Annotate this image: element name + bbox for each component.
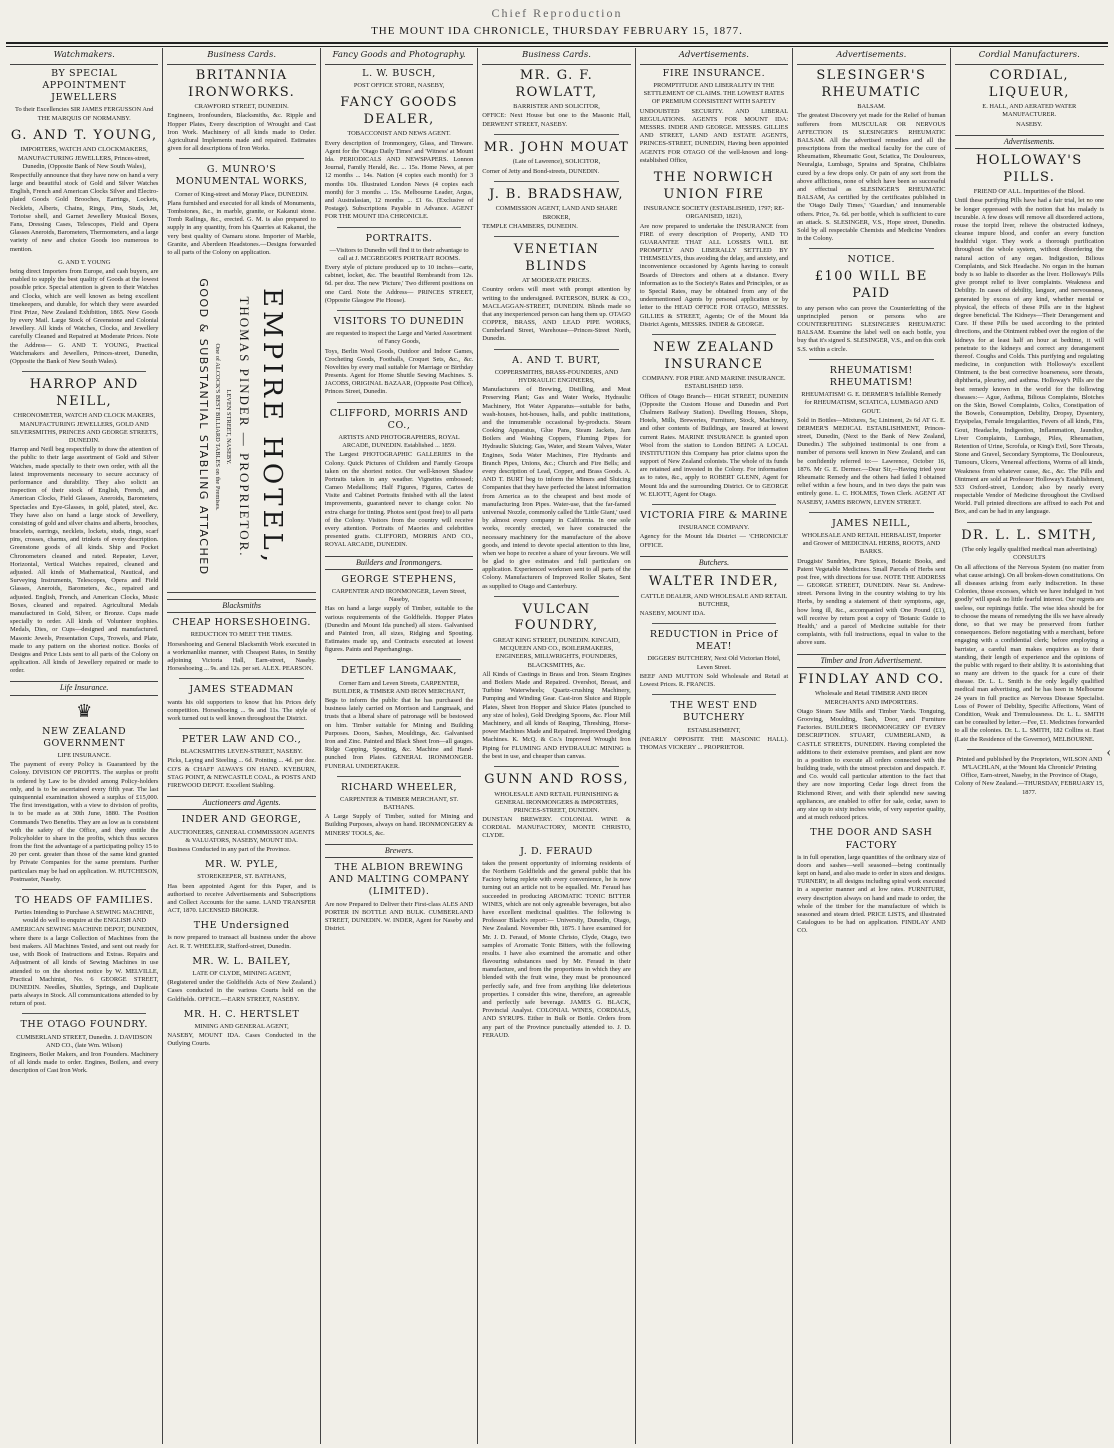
advertisement: [325, 408, 473, 550]
ad-subtitle: COMPANY. FOR FIRE AND MARINE INSURANCE. ESTABLISHED 1859.: [642, 375, 786, 391]
separator: [22, 889, 146, 890]
section-header: Auctioneers and Agents.: [167, 796, 315, 810]
advertisement: [167, 617, 315, 673]
column-1: [6, 48, 163, 1444]
ad-body: Every style of picture produced up to 10 inches—carte, cabinet, locket, &c. The beautiful Rembrandt from 12s. 6d. per doz. The new 'Picture,' Two different positions on one Card. Note the Address— PRINCES STREET, (Opposite Glasgow Pie House).: [324, 264, 474, 304]
advertisement: [797, 827, 945, 935]
ad-title: THE OTAGO FOUNDRY.: [20, 1019, 148, 1031]
ad-title: VENETIAN BLINDS: [513, 241, 600, 274]
ad-subtitle: STOREKEEPER, ST. BATHANS,: [197, 873, 286, 881]
ad-subtitle: AT MODERATE PRICES.: [522, 277, 591, 285]
ad-body: NASEBY, MOUNT IDA.: [639, 609, 706, 617]
ad-subtitle: CATTLE DEALER, AND WHOLESALE AND RETAIL BUTCHER,: [640, 592, 788, 608]
advertisement: [10, 128, 158, 254]
ad-subtitle: REDUCTION TO MEET THE TIMES.: [190, 631, 293, 639]
ad-title: G. MUNRO'S MONUMENTAL WORKS,: [175, 164, 308, 188]
separator: [22, 1013, 146, 1014]
ad-body: The greatest Discovery yet made for the Relief of human sufferers from MUSCULAR OR NERVOUS AFFECTION IS SLESINGER'S RHEUMATIC BALSAM. All the advertised remedies and all the prescriptions from the medical faculty for the cure of Rheumatism, Rheumatic Gout, Sciatica, Tic Douloureux, Neuralgia, Lumbago, Sprains and Spraina, Chilblains cured by a few drops only. Or pain of any sort from the above afflictions, none of which have been so successful and effectual as SLESINGER'S RHEUMATIC BALSAM, As certified by the certificates published in the 'Otago Daily Times,' 'Guardian,' and innumerable others. Price, 7s. 6d. per bottle, which is sufficient to cure an attack. S. SLESINGER, V.S., Hope street, Dunedin. Sold by all respectable Chemists and Medicine Vendors in the Colony.: [797, 112, 946, 243]
ad-subtitle: are requested to inspect the Large and Varied Assortment of Fancy Goods,: [326, 330, 472, 346]
separator: [494, 134, 618, 135]
ad-subtitle: E. HALL, AND AERATED WATER MANUFACTURER.: [982, 103, 1077, 119]
ad-title: VICTORIA FIRE & MARINE: [640, 510, 788, 522]
ad-subtitle: Parties Intending to Purchase A SEWING MACHINE, would do well to enquire at the ENGLISH AND AMERICAN SEWING MACHINE DEPOT, DUNEDIN,: [10, 909, 158, 933]
column-4: [478, 48, 635, 1444]
separator: [337, 659, 461, 660]
ad-title: TO HEADS OF FAMILIES.: [14, 895, 154, 907]
ad-subtitle: FRIEND OF ALL. Impurities of the Blood.: [973, 188, 1085, 196]
ad-title: HARROP AND NEILL,: [29, 377, 139, 409]
separator: [809, 359, 933, 360]
separator: [179, 728, 303, 729]
ad-body: Has been appointed Agent for this Paper, and is authorised to receive Advertisements and Subscriptions and Collect Accounts for the same. LAND TRANSFER ACT, 1870. LICENSED BROKER.: [167, 882, 316, 915]
advertisement: [167, 1009, 315, 1049]
ad-subtitle: COPPERSMITHS, BRASS-FOUNDERS, AND HYDRAULIC ENGINEERS,: [494, 368, 619, 384]
ad-subtitle: Corner Earn and Leven Streets, CARPENTER, BUILDER, & TIMBER AND IRON MERCHANT,: [332, 679, 466, 695]
ad-subtitle: BALSAM.: [857, 103, 886, 111]
advertisement: [482, 355, 630, 591]
ad-body: OFFICE: Next House but one to the Masonic Hall, DERWENT STREET, NASEBY.: [482, 112, 631, 128]
column-header: Advertisements.: [797, 48, 945, 65]
ad-title: FINDLAY AND CO.: [798, 671, 945, 687]
advertisement: [325, 862, 473, 933]
ad-body: wants his old supporters to know that his Prices defy competition. Horseshoeing ... 9s and 11s. The style of work turned out is well known throughout the District.: [167, 698, 316, 722]
column-7: [951, 48, 1108, 1444]
ad-subtitle: CRAWFORD STREET, DUNEDIN.: [194, 103, 289, 111]
ad-title: G. AND T. YOUNG,: [10, 127, 158, 143]
ad-body: Manufacturers of Brewing, Distilling, and Meat Preserving Plant; Gas and Water Works, Hydraulic Machinery, Hot Water Apparatus—suitable for baths, wash-houses, hot-houses, halls, and public institutions, and the innumerable occasional by-products. Steam Cooking Apparatus, Glue Pans, Steam Jackets, Jam Boilers and Washing Coppers, Fluming Pipes for Hydraulic Sluicing; Gas, Water, and Steam Valves, Water Engines, Soda Water Machines, Fire Hydrants and Branch Pipes, Unions, &c.; Church and Fire Bells; and every description of Lead, Copper, and Brass Goods. A. AND T. BURT beg to inform the Miners and Sluicing Companies that they have perfected the latest information from America as to the cheapest and best mode of manufacturing Iron Pipes. Water-use, that the far-famed universal Nozzle, commonly called the 'Little Giant,' used by almost every company in California. In one sole works, recently erected, we have constructed the necessary machinery for the manufacture of the above goods, and intend to devote special attention to this line, when we hope to receive a share of your favours. We will be glad to give estimates and full particulars on application. Experienced workmen sent to all parts of the Colony. Manufacturers of Improved Roller Skates, Sent as supplied to Otago and Canterbury.: [482, 386, 631, 590]
ad-title: FANCY GOODS DEALER,: [340, 95, 458, 127]
ad-body: The payment of every Policy is Guaranteed by the Colony. DIVISION OF PROFITS. The surplus or profit is ordered by Law to be divided among Policy-holders only, and is to be ascertained every fifth year. The last quinquennial examination showed a surplus of £15,000. The first investigation, with a view to division of profits, is to be made as at 30th June, 1880. The Position Commands Two Benefits. They are as low as is consistent with the safety of the Office, and they entitle the Policyholder to share in the profits, which thus secures from the first the advantage of a participating policy 15 to 20 per cent. greater than those of the same kind granted by Private Companies for the same premium. Further particulars may be had on application. W. HUTCHESON, Postmaster, Naseby.: [10, 761, 159, 883]
ad-title: J. D. FERAUD: [520, 845, 593, 857]
ad-subtitle: To their Excellencies SIR JAMES FERGUSSON And THE MARQUIS OF NORMANBY.: [15, 106, 154, 122]
separator: [22, 371, 146, 372]
ad-subtitle: WHOLESALE AND RETAIL HERBALIST, Importer and Grower of MEDICINAL HERBS, ROOTS, AND BARKS.: [801, 531, 942, 556]
ad-subtitle: AUCTIONEERS, GENERAL COMMISSION AGENTS & VALUATORS, NASEBY, MOUNT IDA.: [168, 828, 315, 844]
separator: [494, 181, 618, 182]
ad-title: BY SPECIAL APPOINTMENT JEWELLERS: [42, 67, 127, 104]
ad-body: On all affections of the Nervous System (no matter from what cause arising). On all broken-down constitutions. On all diseases arising from early indiscretion. In these Colonies, those excesses, which we have indulged in 'not goodly' will speak no little fearful interest. Our regrets are useless, our repinings futile. The wise idea should be for to choose the means of remedying the ills we have already done, so that we may be preserved from further consequences. Before negotiating with a merchant, before engaging with a confidential clerk; before employing a barrister, a careful man makes enquiries as to their standing, their length of experience and the opinions of the public with regard to their ability. It is astonishing that so many are driven to the quack for a cure of their disease. Dr. L. L. Smith is the only legally qualified medical man advertising, and he has been in Melbourne 24 years in full practice as Nervous Disease Specialist. Loss of Power of Debility, Specific Affections, Want of Condition, Weak and Tremulousness. Dr. L. L. SMITH can be consulted by letter.—Fee, £1. Medicines forwarded to all the colonies. Dr. L. L. SMITH, 182 Collins st. East (Late the Residence of the Governor), MELBOURNE.: [954, 563, 1104, 743]
advertisement: [482, 602, 630, 761]
ad-body: Begs to inform the public that he has purchased the business lately carried on Morrison and Langmaak, and trusts that a liberal share of patronage will be bestowed on him. Timber suitable for Mining and Building Purposes. Doors, Sashes, Mouldings, &c. Galvanised Iron and Zinc. Painted and Black Sheet Iron—all gauges. Ridge Capping, Spouting, &c. Machine and Hand-punched Iron Plates. GENERAL IRONMONGER. FUNERAL UNDERTAKER.: [324, 697, 474, 770]
newspaper-columns: [6, 48, 1108, 1444]
section-header: Brewers.: [325, 844, 473, 858]
advertisement: [10, 895, 158, 1008]
ad-subtitle: LIFE INSURANCE.: [57, 752, 111, 760]
ad-title: REDUCTION in Price of MEAT!: [649, 629, 778, 653]
advertisement: [10, 1019, 158, 1075]
ad-body: Harrop and Neill beg respectfully to draw the attention of the public to their large assortment of Gold and Silver Watches, made specially to their own order, with all the latest improvements necessary to secure accuracy of performance and durability. They also solicit an inspection of their stock of English, French, and American Clocks, Field Glasses, Aneroids, Barometers, Spectacles and Eye-Glasses, in gold, plated, steel, &c. They have also on hand a large stock of Jewellery, consisting of gold and silver chains and alberts, brooches, bracelets, earrings, necklets, lockets, studs, rings, scarf pins, crosses, charms, and trinkets of every description. Greenstone goods of all kinds. Ship and Pocket Chronometers cleaned and rated. Repeater, Lever, Horizontal, Vertical Watches repaired, cleaned and adjusted. All kinds of Mathematical, Nautical, and Surveying Instruments, Telescopes, Opera and Field Glasses, Aneroids, Barometers, &c., repaired and adjusted. English, French, and American Clocks, Music Boxes, cleaned and repaired. Agricultural Medals manufactured in Gold, Silver, or Bronze. Cups made specially to order. All kinds of Volunteer trophies. Medals, Dies, or Cups—designed and manufactured. Masonic Jewels, Presentation Cups, Trowels, and Plate, made to any pattern on the shortest notice. Books of Designs and Price Lists sent to all parts of the Colony on application. All kinds of Jewellery repaired or made to order.: [10, 446, 159, 675]
advertisement: [167, 734, 315, 790]
ad-body: TEMPLE CHAMBERS, DUNEDIN.: [482, 222, 578, 230]
section-header: Advertisements.: [955, 135, 1104, 149]
ad-subtitle: (The only legally qualified medical man advertising) CONSULTS: [961, 546, 1097, 562]
ad-subtitle: INSURANCE COMPANY.: [678, 524, 750, 532]
ad-subtitle: GREAT KING STREET, DUNEDIN. KINCAID, MCQUEEN AND CO., BOILERMAKERS, ENGINEERS, MILLWRIGHTS, FOUNDERS, BLACKSMITHS, &c.: [493, 637, 620, 669]
advertisement: [167, 956, 315, 1004]
column-header: Business Cards.: [167, 48, 315, 65]
column-header: Fancy Goods and Photography.: [325, 48, 473, 65]
imprint-footer: Printed and published by the Proprietors, WILSON AND M'LACHLAN, at the 'Mount Ida Chronicle' Printing Office, Earn-street, Naseby, in the Province of Otago, Colony of New Zealand.—THURSDAY, FEBRUARY 15, 1877.: [954, 755, 1104, 796]
ad-title: NEW ZEALAND GOVERNMENT: [42, 725, 127, 749]
ad-title: RICHARD WHEELER,: [341, 781, 458, 793]
ad-subtitle: BLACKSMITHS LEVEN-STREET, NASEBY.: [180, 748, 303, 756]
ad-title: INDER AND GEORGE,: [181, 814, 302, 826]
ad-body: is in full operation, large quantities of the ordinary size of doors and sashes—well seasoned—being continually kept on hand, and also made to order in sizes and designs. TURNERY, in all designs including spiral work executed in a superior manner and at low rates. FURNITURE, every description always on hand and made to order, the whole of the timber for the manufacture of which is seasoned and steam dried. PRICE LISTS, and illustrated Catalogues to be had on application. FINDLAY AND CO.: [797, 853, 946, 935]
ad-body: where there is a large Collection of Machines from the best makers. All Machines Tested, and sent out ready for use, with Book of Instructions and Extras. Repairs and Adjustment of all kinds of Sewing Machines in use attended to on the shortest notice by W. MELVILLE, Practical Machinist, No. 6 GEORGE STREET, DUNEDIN. Needles, Shuttles, Springs, and Duplicate parts always in Stock. All communications attended to by return of post.: [10, 934, 159, 1008]
hotel-stabling: GOOD & SUBSTANTIAL STABLING ATTACHED: [196, 278, 210, 576]
separator: [652, 623, 776, 624]
ad-title: BRITANNIA IRONWORKS.: [188, 67, 296, 100]
masthead-top: Chief Reproduction: [491, 6, 623, 20]
separator: [337, 776, 461, 777]
advertisement: [325, 95, 473, 221]
ad-body: Offices of Otago Branch— HIGH STREET, DUNEDIN (Opposite the Custom House and Dunedin and Port Chalmers Railway Station). Dwelling Houses, Shops, Hotels, Mills, Breweries, Furniture, Stock, Machinery, and other contents of Buildings, are Insured at lowest current Rates. MARINE INSURANCE Is granted upon Wool from the station to London BEING A LOCAL INSTITUTION this Company has prior claims upon the support of New Zealand colonists. The whole of its funds are retained and invested in the Colony. For information as to rates, &c., apply to ROBERT GLENN, Agent for Mount Ida and the surrounding District. Or to GEORGE W. ELIOTT, Agent for Otago.: [639, 392, 789, 498]
advertisement: [10, 377, 158, 675]
advertisement: [640, 629, 788, 689]
advertisement: [167, 859, 315, 915]
separator: [494, 349, 618, 350]
ad-body: is now prepared to transact all business under the above Act. R. T. WHEELER, Stafford-street, Dunedin.: [167, 934, 316, 950]
separator: [809, 512, 933, 513]
ad-title: VISITORS TO DUNEDIN: [333, 316, 465, 327]
advertisement: [167, 164, 315, 257]
ad-body: The Largest PHOTOGRAPHIC GALLERIES in the Colony. Quick Pictures of Children and Family Groups taken on the shortest notice. Our well-known Shadow Portraits taken in any weather. Vignettes embossed; Cameo Medallions; Half Figures, Figures, Cartes de Visite and Cabinet Portraits finished with all the latest improvements, guaranteed never to change color. No extra charge for tinting. Photos sent (post free) to all parts of the Colony. Visitors from the country will receive every attention. Portraits of Maories and celebrities presented gratis. CLIFFORD, MORRIS AND CO., ROYAL ARCADE, DUNEDIN.: [324, 451, 474, 549]
ad-title: PORTRAITS.: [365, 232, 433, 244]
separator: [337, 227, 461, 228]
separator: [652, 334, 776, 335]
separator: [337, 402, 461, 403]
ad-body: to any person who can prove the Counterfeiting of the unprincipled person or persons who are COUNTERFEITING SLESINGER'S RHEUMATIC BALSAM. Examine the label well on each bottle, you buy that it's signed S. SLESINGER, V.S., and on this cork S.S. within a circle.: [797, 304, 946, 353]
advertisement: [482, 772, 630, 841]
advertisement: [167, 68, 315, 153]
ad-subtitle: RHEUMATISM! G. E. DERMER'S Infallible Remedy for RHEUMATISM, SCIATICA, LUMBAGO AND GOUT.: [801, 391, 942, 415]
hotel-blurb: One of ALCOCK'S BEST BILLIARD TABLES on the Premises.: [213, 343, 221, 511]
ad-subtitle: WHOLESALE AND RETAIL FURNISHING & GENERAL IRONMONGERS & IMPORTERS, PRINCES-STREET, DUNEDIN.: [494, 790, 619, 814]
ad-body: Engineers, Boiler Makers, and Iron Founders. Machinery of all kinds made to order. Engines, Boilers, and every description of Cast Iron Work.: [10, 1050, 159, 1075]
advertisement: [955, 528, 1104, 744]
advertisement: [797, 672, 945, 823]
advertisement: [325, 316, 473, 397]
separator: [494, 766, 618, 767]
advertisement: [640, 574, 788, 618]
ad-subtitle: Corner of King-street and Moray Place, DUNEDIN.: [174, 190, 309, 198]
masthead: [0, 0, 1114, 42]
ad-subtitle: G. AND T. YOUNG: [58, 258, 111, 266]
ad-subtitle: TOBACCONIST AND NEWS AGENT.: [347, 130, 451, 138]
section-header: Builders and Ironmongers.: [325, 556, 473, 570]
separator: [967, 749, 1092, 750]
margin-pen-mark-icon: ‹: [1106, 745, 1111, 760]
ad-subtitle: CUMBERLAND STREET, Dunedin. J. DAVIDSON AND CO., (late Wm. Wilson): [16, 1033, 153, 1049]
ad-title: THE DOOR AND SASH FACTORY: [810, 827, 933, 851]
masthead-rule: [6, 42, 1108, 44]
ad-body: BEEF AND MUTTON Sold Wholesale and Retail at Lowest Prices. R. FRANCIS.: [639, 672, 789, 689]
ad-subtitle: ESTABLISHMENT,: [687, 726, 741, 734]
ad-body: Country orders will meet with prompt attention by writing to the undersigned. PATERSON, BURK & CO., MACLAGGAN-STREET, DUNEDIN. Blinds made so that any inexperienced person can hang them up. OTAGO COPPER, BRASS, AND LEAD PIPE WORKS, Cumberland Street, Warehouse—Princes-Street North, Dunedin.: [482, 286, 631, 343]
ad-body: Are now prepared to undertake the INSURANCE from FIRE of every description of Property, AND TO GUARANTEE THAT ALL LOSSES WILL BE PROMPTLY AND LIBERALLY SETTLED BY THEMSELVES, thus avoiding the delay, and anxiety, and inconvenience occasioned by Agents having to consult Boards of Directors and others at a distance. Every information as to the Society's Rates and Principles, or as to Special Rates, may be obtained from any of the undermentioned Agents by personal application or by letter to the HEAD OFFICE FOR OTAGO, MESSRS. GILLIES & STREET, Agents; Or of the Mount Ida District Agents, MESSRS. INDER & GEORGE.: [639, 222, 789, 328]
ad-title: DETLEF LANGMAAK,: [341, 665, 458, 677]
ad-body: Has on hand a large supply of Timber, suitable to the various requirements of the Goldfields. Hopper Plates (Dunedin and Mount Ida punched) all sizes. Galvanised and Painted Iron, all sizes, Ridging and Spouting. Estimates made up, and Contracts executed at lowest figures. Paints and Paperhangings.: [324, 605, 474, 654]
ad-subtitle: POST OFFICE STORE, NASEBY,: [353, 82, 445, 90]
ad-title: PETER LAW AND CO.,: [181, 734, 302, 746]
advertisement: [797, 254, 945, 354]
ad-subtitle: (Late of Lawrence), SOLICITOR,: [512, 158, 601, 166]
ad-title: MR. W. PYLE,: [205, 859, 279, 871]
ad-body: Otago Steam Saw Mills and Timber Yards. Tonguing, Grooving, Moulding, Sash, Door, and Furniture Factories. BUILDER'S IRONMONGERY OF EVERY DESCRIPTION. STUART, CUMBERLAND, & CASTLE STREETS, DUNEDIN. Having completed the additions to their extensive premises, and plant are now in a position to execute all orders connected with the building trade, with the utmost precision and despatch. F. and Co. would call particular attention to the fact that they are now importing Cedar logs direct from the Richmond River, and with their splendid new sawing appliances, are enabled to offer for sale, cedar, sawn to any size up to sixty inches wide, of very superior quality, and at much reduced prices.: [797, 707, 946, 822]
separator: [652, 504, 776, 505]
advertisement: [640, 510, 788, 550]
column-header: Business Cards.: [482, 48, 630, 65]
advertisement: [167, 814, 315, 854]
ad-title: FIRE INSURANCE.: [662, 67, 766, 79]
ad-body: Respectfully announce that they have now on hand a very large and beautiful stock of Gold and Silver Watches English, French and American Clocks Silver and Electro-plated Goods Gold Brooches, Earrings, Lockets, Necklets, Alberts, Chains, Rings, Pins, Studs, Jet, Tortoise shell, and Garnet Jewellery Musical Boxes, Fans, Dressing Cases, Telescopes, Field and Opera Glasses Aneroids, Barometers, Thermometers, and a large variety of new and choice Goods too numerous to mention.: [10, 171, 159, 253]
separator: [337, 310, 461, 311]
advertisement: [640, 340, 788, 499]
advertisement: [797, 68, 945, 243]
advertisement: [325, 574, 473, 655]
ad-subtitle: ARTISTS AND PHOTOGRAPHERS, ROYAL ARCADE, DUNEDIN. Established ... 1859.: [338, 433, 460, 450]
ad-body: Druggists' Sundries, Pure Spices, Botanic Books, and Patent Vegetable Medicines. Small Parcels of Herbs sent post free, with directions for use. NOTE THE ADDRESS— GEORGE STREET, DUNEDIN. Near St. Andrew-street. Persons living in the country wishing to try his Herbs, by sending a statement of their symptoms, age, how long ill, &c., accompanied with One Pound (£1), will receive by return post a copy of 'Botanic Guide to Health,' and a parcel of Medicine suitable for their complaints, with full instructions, equal in value to the above sum.: [797, 557, 946, 647]
ad-title: MR. W. L. BAILEY,: [192, 955, 291, 967]
separator: [967, 522, 1092, 523]
ad-body: Agency for the Mount Ida District — 'CHRONICLE' OFFICE.: [639, 533, 789, 549]
ad-body: Engineers, Ironfounders, Blacksmiths, &c. Ripple and Hopper Plates, Every description of Wrought and Cast Iron Work. Machinery of all kinds made to Order. Agricultural Implements made and repaired. Estimates given for all descriptions of Iron Works.: [167, 112, 316, 153]
ad-subtitle: IMPORTERS, WATCH AND CLOCKMAKERS, MANUFACTURING JEWELLERS, Princes-street, Dunedin, (Opposite Bank of New South Wales),: [17, 146, 151, 170]
ad-body: (Registered under the Goldfields Acts of New Zealand.) Cases conducted in the various Courts held on the Goldfields. OFFICE.—EARN STREET, NASEBY.: [167, 979, 316, 1003]
ad-title: THE NORWICH UNION FIRE: [653, 169, 775, 202]
ad-subtitle: MINING AND GENERAL AGENT,: [194, 1022, 289, 1030]
ad-title: THE ALBION BREWING AND MALTING COMPANY (LIMITED).: [329, 862, 470, 898]
section-header: Blacksmiths: [167, 599, 315, 613]
ad-subtitle: £100 WILL BE PAID: [814, 269, 928, 302]
advertisement: [10, 68, 158, 123]
advertisement: [797, 365, 945, 507]
ad-body: Until these purifying Pills have had a fair trial, let no one be longer oppressed with the notion that his malady is incurable. A few doses will remove all disordered actions, rouse the torpid liver, relieve the obstructed kidneys, cleanse impure blood, and confer an every function healthful vigor. They work a thorough purification throughout the whole system, without disordering the natural action of any organ. Indigestion, Bilious Complaints, and Sick Headache. No organ in the human body is so liable to disorder as the liver. Holloway's Pills give prompt relief to liver complaints. Weakness and Debility. In cases of debility, languor, and nervousness, generated by excess of any kind, whether mental or physical, the effects of these Pills are in the highest degree beneficial. The Kidneys—Their Derangement and Cure. If these Pills be used according to the printed directions, and the Ointment rubbed over the region of the kidneys for at least half an hour at bedtime, it will penetrate to the kidneys and correct any derangement thereof. Coughs and Colds. This purifying and regulating medicine, in conjunction with Holloway's excellent Ointment, is the best corrective hoarseness, sore throats, diphtheria, pleurisy, and asthma. Holloway's Pills are the best remedy known in the world for the following diseases:— Ague, Asthma, Bilious Complaints, Blotches on the Skin, Bowel Complaints, Colics, Constipation of the Bowels, Consumption, Debility, Dropsy, Dysentery, Erysipelas, Female Irregularities, Fevers of all kinds, Fits, Gout, Headache, Indigestion, Inflammation, Jaundice, Liver Complaints, Lumbago, Piles, Rheumatism, Retention of Urine, Scrofula, or King's Evil, Sore Throats, Stone and Gravel, Secondary Symptoms, Tic Douloureux, Tumours, Ulcers, Venereal affections, Worms of all kinds, Weakness from whatever cause, &c., &c. The Pills and Ointment are sold at Professor Holloway's Establishment, 533 Oxford-street, London; also by nearly every respectable Vendor of Medicine throughout the Civilised World. Full printed directions are affixed to each Pot and Box, and can be had in any language.: [954, 197, 1104, 516]
advertisement: [482, 187, 630, 231]
ad-title: L. W. BUSCH,: [362, 67, 436, 79]
separator: [809, 248, 933, 249]
ad-body: All Kinds of Castings in Brass and Iron. Steam Engines and Boilers Made and Repaired. Overshot, Breast, and Turbine Waterwheels; Quartz-crushing Machinery, Pumping and Winding Gear. Cast-iron Sluice and Ripple Plates, Sheet Iron Hopper and Sluice Plates (punched to any size of holes), Gold Dredging Spoons, &c. Flour Mill Machinery, and all kinds of Reaping, Threshing, Horse-power Machines Made and Repaired. Improved Dredging Machines. K. McQ. & Co.'s Improved Wrought Iron Piping for FLUMING AND HYDRAULIC MINING is the best in use, and cheaper than canvas.: [482, 670, 631, 760]
ad-body: being direct Importers from Europe, and cash buyers, are enabled to supply the best quality of Goods at the lowest possible price. Special attention is given to their Watches and Clocks, which are well known as being excellent timekeepers, and durable, for which they were awarded First Prize, New Zealand Exhibition, 1865. New Goods by every Mail. Large Stock of Greenstone and Colonial Jewellery. All kinds of Watches, Clocks, and Jewellery carefully Cleaned and Repaired at Moderate Prices. Note the Address— G. AND T. YOUNG, Practical Watchmakers and Jewellers, Princes-street, Dunedin, (Opposite the Bank of New South Wales).: [10, 267, 159, 366]
ad-title: SLESINGER'S RHEUMATIC: [816, 67, 927, 100]
ad-title: VULCAN FOUNDRY,: [514, 601, 599, 634]
ad-title: WALTER INDER,: [648, 573, 780, 589]
ad-title: MR. JOHN MOUAT: [483, 139, 630, 155]
ad-body: Plans furnished and executed for all kinds of Monuments, Tombstones, &c., in marble, granite, or Kakanui stone. Tomb Railings, &c., erected. G. M. is also prepared to supply in any quantity, from his Quarries at Kakanui, the very best quality of Oamaru stone. Importer of Marble, Granite, and Aberdeen Headstones.—Designs forwarded to all parts of the Colony on application.: [167, 199, 316, 256]
ad-body: DUNSTAN BREWERY. COLONIAL WINE & CORDIAL MANUFACTORY, MONTE CHRISTO, CLYDE.: [482, 816, 631, 840]
ad-subtitle: BARRISTER AND SOLICITOR,: [513, 103, 600, 111]
ad-body: Sold in Bottles—Mixtures, 5s; Liniment, 2s 6d AT G. E. DERMER'S MEDICAL ESTABLISHMENT, Princes-street, Dunedin, (Next to the Bank of New Zealand, Dunedin.) The subjoined testimonial is one from a number of persons well known in New Zealand, and can be confidently referred to:— Lawrence, October 16, 1876. Mr G. E. Dermer.—Dear Sir,—Having tried your Rheumatic Remedy and the others had failed I obtained relief within a few hours, and in two days the pain was entirely gone. L. C. HOLMES, Town Clerk. AGENT AT NASEBY, JAMES BROWN, LEVEN STREET.: [797, 416, 946, 506]
advertisement: [955, 153, 1104, 517]
ad-title: GUNN AND ROSS,: [484, 771, 629, 787]
column-5: [636, 48, 793, 1444]
ad-body: Every description of Ironmongery, Glass, and Tinware. Agent for the 'Otago Daily Times' and 'Witness' at Mount Ida. PERIODICALS AND NEWSPAPERS. Lonnon Journal, Family Herald, &c. ... 15s. Home News, at per 12 months ... 14s. Nation (4 copies each month) for 3 months 10s. Illustrated London News (4 copies each month) for 3 months ... 15s. Melbourne Leader, Argus, and Australasian, 12 months ... £1 6s. (Exclusive of Postage). Subscriptions Payable in Advance. AGENT FOR THE MOUNT IDA CHRONICLE.: [324, 139, 474, 221]
hotel-proprietor: THOMAS PINDER — PROPRIETOR.: [236, 296, 252, 558]
ad-body: Are now Prepared to Deliver their First-class ALES AND PORTER IN BOTTLE AND BULK. CUMBERLAND STREET, DUNEDIN. W. INDER, Agent for Naseby and District.: [324, 900, 474, 933]
separator: [179, 678, 303, 679]
ad-subtitle: CHRONOMETER, WATCH AND CLOCK MAKERS, MANUFACTURING JEWELLERS, GOLD AND SILVERSMITHS, PRINCES AND GEORGE STREETS, DUNEDIN.: [10, 412, 158, 445]
section-header: Life Insurance.: [10, 681, 158, 695]
column-header: Advertisements.: [640, 48, 788, 65]
ad-body: takes the present opportunity of informing residents of the Northern Goldfields and the general public that his Factory being replete with every convenience, he is now turning out an article not to be equalled. Mr. Feraud has succeeded in producing AROMATIC TONIC BITTER WINES, which are not only agreeable beverages, but also have excellent medicinal qualities. The following is Professor Black's report:— University, Dunedin, Otago, New Zealand. November 8th, 1875. I have examined for Mr. J. D. Feraud, of Monte Christo, Clyde, Otago, two samples of Aromatic Tonic Bitters, with the following results. I have also examined the aromatic and other flavouring substances used by Mr. Feraud in their manufacture, and from the proportions in which they are blended with the fruit wine, they must be pronounced perfectly safe, and free from anything like deleterious properties. I consider this wine, therefore, an agreeable and perfectly safe beverage. JAMES G. BLACK, Provincial Analyst. COLONIAL WINES, CORDIALS, AND SYRUPS. Either in Bulk or Bottle. Orders from any part of the Province punctually attended to. J. D. FERAUD.: [482, 859, 631, 1039]
ad-title: JAMES STEADMAN: [189, 684, 294, 696]
ad-subtitle: INSURANCE SOCIETY (ESTABLISHED, 1797; RE-ORGANISED, 1821),: [643, 205, 785, 221]
advertisement: [325, 68, 473, 90]
advertisement: [325, 782, 473, 838]
ad-title: CORDIAL, LIQUEUR,: [988, 67, 1070, 100]
section-header: Timber and Iron Advertisement.: [797, 654, 945, 668]
advertisement: [10, 259, 158, 366]
ad-title: GEORGE STEPHENS,: [341, 573, 457, 585]
ad-title: CHEAP HORSESHOEING.: [172, 617, 311, 629]
ad-subtitle: Wholesale and Retail TIMBER AND IRON MERCHANTS AND IMPORTERS.: [815, 690, 928, 706]
ad-title: DR. L. L. SMITH,: [961, 527, 1098, 543]
advertisement: [482, 242, 630, 344]
advertisement: [167, 920, 315, 951]
ad-body: NASEBY, MOUNT IDA. Cases Conducted in the Outlying Courts.: [167, 1032, 316, 1048]
ad-body: Toys, Berlin Wool Goods, Outdoor and Indoor Games, Crocheting Goods, Footballs, Croquet Sets, &c., &c. Novelties by every mail suitable for Marriage or Birthday Presents. Agent for Home Shuttle Sewing Machines. S. JACOBS, ORIGINAL BAZAAR, (Opposite Post Office), Princes Street, Dunedin.: [324, 347, 474, 396]
ad-body: UNDOUBTED SECURITY. AND LIBERAL REGULATIONS. AGENTS FOR MOUNT IDA: MESSRS. INDER AND GEORGE. MESSRS. GILLIES AND STREET, LAND AND ESTATE AGENTS, PRINCES-STREET, DUNEDIN, Having been appointed AGENTS FOR OTAGO Of the well-known and long-established Office,: [639, 107, 789, 164]
advertisement: [325, 665, 473, 770]
ad-title: MR. G. F. ROWLATT,: [515, 67, 598, 100]
ad-subtitle: PROMPTITUDE AND LIBERALITY IN THE SETTLEMENT OF CLAIMS. THE LOWEST RATES OF PREMIUM CONSISTENT WITH SAFETY: [643, 82, 785, 106]
advertisement: [482, 140, 630, 176]
advertisement: [955, 68, 1104, 129]
separator: [652, 694, 776, 695]
column-header: Watchmakers.: [10, 48, 158, 65]
hotel-name: EMPIRE HOTEL,: [256, 288, 287, 567]
advertisement: [325, 233, 473, 305]
advertisement: [10, 726, 158, 884]
advertisement: [640, 68, 788, 165]
ad-title: NEW ZEALAND INSURANCE: [653, 339, 775, 372]
column-3: [321, 48, 478, 1444]
ad-title: JAMES NEILL,: [832, 517, 911, 529]
separator: [494, 236, 618, 237]
separator: [494, 596, 618, 597]
ad-body: Corner of Jetty and Bond-streets, DUNEDIN.: [482, 167, 600, 175]
ad-title: HOLLOWAY'S PILLS.: [976, 152, 1083, 185]
ad-title: THE WEST END BUTCHERY: [670, 700, 758, 724]
ad-subtitle: CARPENTER & TIMBER MERCHANT, ST. BATHANS.: [339, 795, 459, 812]
advertisement: [797, 518, 945, 648]
empire-hotel-ad: [167, 262, 315, 593]
royal-crest-icon: ♛: [76, 700, 93, 721]
ad-title: MR. H. C. HERTSLET: [183, 1008, 300, 1020]
masthead-rule-thin: [6, 46, 1108, 47]
ad-title: NOTICE.: [847, 254, 896, 266]
advertisement: [640, 170, 788, 329]
ad-body: (NEARLY OPPOSITE THE MASONIC HALL). THOMAS VICKERY ... PROPRIETOR.: [639, 735, 789, 751]
column-6: [793, 48, 950, 1444]
newspaper-title-line: THE MOUNT IDA CHRONICLE, THURSDAY FEBRUARY 15, 1877.: [371, 25, 743, 37]
advertisement: [482, 846, 630, 1040]
ad-title: A. AND T. BURT,: [512, 354, 601, 366]
column-header: Cordial Manufacturers.: [955, 48, 1104, 65]
ad-body: Horseshoeing and General Blacksmith Work executed in a workmanlike manner, with Cheapest Rates, in Smithy adjoining Victoria Hall, Earn-street, Naseby. Horseshoeing ... 9s. and 12s. per set. ALEX. PEARSON.: [167, 640, 316, 673]
ad-body: A Large Supply of Timber, suited for Mining and Building Purposes, always on hand. IRONMONGERY & MINERS' TOOLS, &c.: [324, 813, 474, 837]
ad-subtitle: —Visitors to Dunedin will find it to their advantage to call at J. MCGREGOR'S PORTRAIT ROOMS.: [329, 246, 469, 262]
advertisement: [640, 700, 788, 752]
ad-subtitle: DIGGERS' BUTCHERY, Next Old Victorian Hotel, Leven Street.: [647, 655, 781, 671]
ad-body: Business Conducted in any part of the Province.: [167, 845, 291, 853]
ad-subtitle: LATE OF CLYDE, MINING AGENT,: [192, 969, 291, 977]
ad-title: CLIFFORD, MORRIS AND CO.,: [329, 407, 469, 431]
column-2: [163, 48, 320, 1444]
ad-body: NASEBY.: [1016, 120, 1043, 128]
ad-subtitle: CARPENTER AND IRONMONGER, Leven Street, Naseby,: [331, 587, 467, 604]
hotel-street: LEVEN STREET, NASEBY.: [224, 389, 232, 465]
advertisement: [482, 68, 630, 129]
ad-body: Picks, Laying and Steeling ... 6d. Pointing ... 4d. per doz. CO'S & CHAFF ALWAYS ON HAND. KYEBURN, STAG POINT, & NEWCASTLE COAL, & POSTS AND FIREWOOD DEPOT. Excellent Stabling.: [167, 757, 316, 790]
ad-subtitle: COMMISSION AGENT, LAND AND SHARE BROKER,: [495, 205, 618, 221]
ad-title: THE Undersigned: [193, 920, 290, 932]
section-header: Butchers.: [640, 556, 788, 570]
ad-title: RHEUMATISM! RHEUMATISM!: [829, 364, 913, 388]
separator: [179, 158, 303, 159]
advertisement: [167, 684, 315, 723]
ad-title: J. B. BRADSHAW,: [489, 186, 624, 202]
